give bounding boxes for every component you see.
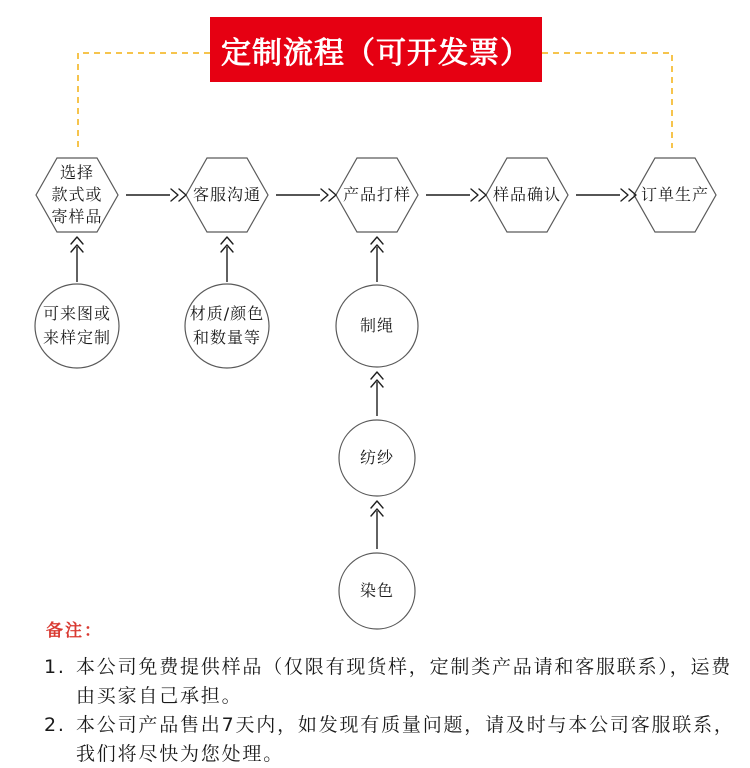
hexagon-label-2 (193, 184, 261, 206)
arrow-circle3-hex3 (371, 237, 383, 282)
hexagon-label-3 (343, 184, 411, 206)
arrow-circle1-hex1 (71, 237, 83, 282)
circle-label-4-line: 纺纱 (359, 448, 395, 467)
arrow-hex2-hex3 (276, 189, 336, 201)
circle-label-5-line: 染色 (359, 581, 395, 600)
hexagon-label-2-line: 客服沟通 (192, 185, 262, 204)
notes-section (44, 616, 742, 768)
dashed-connector-left (78, 53, 210, 148)
page-title: 定制流程（可开发票） (221, 35, 531, 71)
notes-heading: 备注： (46, 621, 103, 641)
hexagon-label-3-line: 产品打样 (342, 185, 412, 204)
arrow-circle4-circle3 (371, 372, 383, 416)
circle-label-1 (43, 302, 111, 350)
hexagon-label-5-line: 订单生产 (640, 185, 710, 204)
hexagon-label-4 (493, 184, 561, 206)
arrow-hex1-hex2 (126, 189, 186, 201)
dashed-connector-right (542, 53, 672, 148)
note-item-1-text: 本公司免费提供样品（仅限有现货样，定制类产品请和客服联系），运费由买家自己承担。 (76, 656, 733, 707)
circle-label-3 (360, 314, 394, 338)
circle-label-2 (190, 302, 264, 350)
arrow-circle2-hex2 (221, 237, 233, 282)
hexagon-label-4-line: 样品确认 (492, 185, 562, 204)
circle-label-5 (360, 579, 394, 603)
circle-label-2-line: 和数量等 (192, 328, 261, 347)
circle-label-1-line: 来样定制 (42, 328, 112, 347)
note-item-1-number: 1. (44, 656, 66, 678)
title-banner (210, 17, 542, 82)
hexagon-label-5 (641, 184, 709, 206)
arrow-circle5-circle4 (371, 501, 383, 549)
hexagon-label-1 (51, 162, 102, 228)
hexagon-label-1-line: 寄样品 (51, 207, 103, 226)
circle-label-1-line: 可来图或 (42, 304, 112, 323)
circle-label-3-line: 制绳 (359, 316, 395, 335)
arrow-hex4-hex5 (576, 189, 636, 201)
note-item-2-number: 2. (44, 714, 66, 736)
arrow-hex3-hex4 (426, 189, 486, 201)
hexagon-label-1-line: 款式或 (51, 185, 103, 204)
hexagon-label-1-line: 选择 (59, 163, 95, 182)
circle-label-2-line: 材质/颜色 (189, 304, 265, 323)
note-item-1 (44, 653, 742, 711)
note-item-2-text: 本公司产品售出7天内，如发现有质量问题，请及时与本公司客服联系，我们将尽快为您处理。 (76, 714, 735, 765)
note-item-2 (44, 711, 742, 768)
circle-label-4 (360, 446, 394, 470)
